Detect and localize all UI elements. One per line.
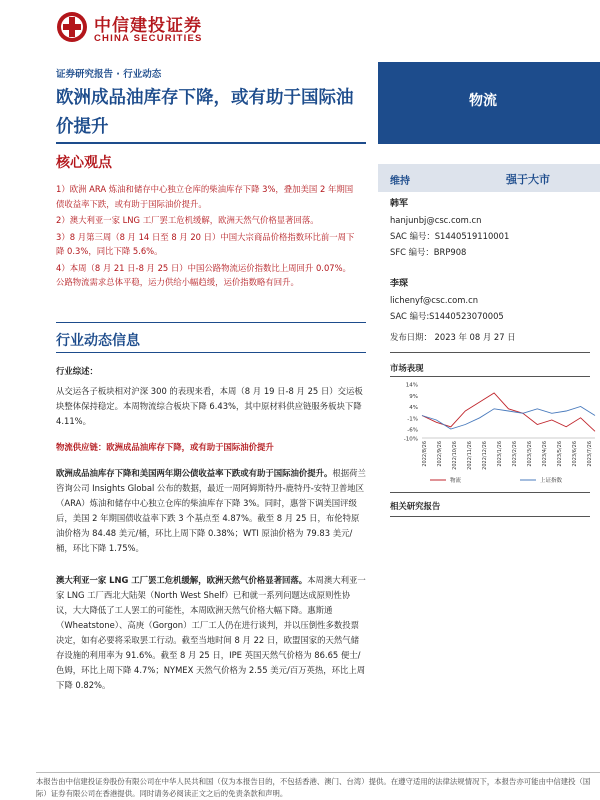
x-tick-label: 2022/11/26 (467, 441, 473, 470)
analyst-name: 韩军 (390, 199, 409, 209)
section-divider (56, 322, 366, 323)
x-tick-label: 2023/4/26 (542, 441, 548, 467)
title-divider (56, 142, 366, 144)
legend-label: 物流 (450, 478, 462, 484)
x-tick-label: 2023/6/26 (572, 441, 578, 467)
x-tick-label: 2023/2/26 (512, 441, 518, 467)
publish-date: 发布日期： 2023 年 08 月 27 日 (390, 332, 516, 342)
sector-name: 物流 (469, 93, 497, 109)
market-chart-heading: 市场表现 (390, 363, 424, 373)
key-point-4: 4）本周（8 月 21 日-8 月 25 日）中国公路物流运价指数比上周回升 0.07%。公路物流需求总体平稳，运力供给小幅趋缓，运价指数略有回升。 (56, 262, 351, 287)
x-tick-label: 2022/9/26 (437, 441, 443, 467)
footer-divider (36, 772, 600, 773)
x-tick-label: 2022/8/26 (422, 441, 428, 467)
rating-level: 强于大市 (506, 173, 550, 186)
supply-chain-subheading: 物流供应链：欧洲成品油库存下降，或有助于国际油价提升 (56, 442, 274, 452)
y-tick-label: 14% (405, 382, 418, 389)
paragraph-gas (56, 573, 366, 693)
paragraph-oil-lead: 欧洲成品油库存下降和美国两年期公债收益率下跌或有助于国际油价提升。 (56, 468, 333, 478)
chart-top-rule (390, 376, 590, 377)
series-line-logistics (422, 393, 595, 431)
legend-label: 上证指数 (540, 478, 563, 484)
section-divider (56, 352, 366, 353)
paragraph-oil-body: 根据荷兰咨询公司 Insights Global 公布的数据，最近一周阿姆斯特丹-鹿特丹-安特卫普地区（ARA）炼油和储存中心独立仓库的柴油库存下降 3%。同时，惠誉下调美国评级后，美国 2 年期国债收益率下跌 3 个基点至 4.87%。截至 8 月 25 日，布伦特原油价格为 84.48 美元/桶，环比上周下降 0.38%；WTI 原油价格为 79.83 美元/桶，环比下降 1.75%。 (56, 468, 366, 553)
report-type: 证券研究报告 · 行业动态 (56, 69, 162, 80)
analyst-name: 李琛 (390, 279, 409, 289)
research-rule (390, 516, 590, 517)
logo-en-text: CHINA SECURITIES (94, 33, 203, 44)
analyst-sfc: SFC 编号：BRP908 (390, 247, 467, 257)
paragraph-gas-body: 本周澳大利亚一家 LNG 工厂西北大陆架（North West Shelf）已和就一系列问题达成原则性协议，大大降低了工人罢工的可能性，本周欧洲天然气价格大幅下降。惠斯通（Wheatstone）、高庚（Gorgon）工厂工人仍在进行谈判，并以压倒性多数投票决定，如有必要将采取罢工行动。截至当地时间 8 月 22 日，欧盟国家的天然气储存设施的利用率为 91.6%。截至 8 月 25 日，IPE 英国天然气价格为 86.65 便士/色姆，环比上周下降 4.7%；NYMEX 天然气价格为 2.55 美元/百万英热，环比上周下降 0.82%。 (56, 575, 366, 690)
csc-logo-icon (56, 11, 88, 43)
overview-text: 从交运各子板块相对沪深 300 的表现来看，本周（8 月 19 日-8 月 25 日）交运板块整体保持稳定。本周物流综合板块下降 6.43%，其中原材料供应链服务板块下降 4.11%。 (56, 386, 363, 426)
disclaimer-text: 本报告由中信建投证券股份有限公司在中华人民共和国（仅为本报告目的，不包括香港、澳门、台湾）提供。在遵守适用的法律法规情况下，本报告亦可能由中信建投（国际）证券有限公司在香港提供。同时请务必阅读正文之后的免责条款和声明。 (36, 777, 591, 798)
industry-heading: 行业动态信息 (56, 333, 140, 349)
chart-bottom-rule (390, 492, 590, 493)
y-tick-label: -6% (407, 427, 418, 434)
overview-label: 行业综述： (56, 366, 98, 376)
side-divider (390, 352, 590, 353)
y-tick-label: 9% (409, 393, 418, 400)
x-tick-label: 2022/10/26 (452, 441, 458, 470)
x-tick-label: 2023/3/26 (527, 441, 533, 467)
x-tick-label: 2023/5/26 (557, 441, 563, 467)
x-tick-label: 2023/7/26 (587, 441, 593, 467)
key-point-2: 2）澳大利亚一家 LNG 工厂罢工危机缓解，欧洲天然气价格显著回落。 (56, 215, 319, 225)
key-point-1: 1）欧洲 ARA 炼油和储存中心独立仓库的柴油库存下降 3%，叠加美国 2 年期国债收益率下跌，或有助于国际油价提升。 (56, 184, 354, 209)
analyst-sac: SAC 编号:S1440523070005 (390, 311, 504, 321)
rating-maintain: 维持 (390, 176, 410, 187)
analyst-email: hanjunbj@csc.com.cn (390, 215, 482, 225)
paragraph-oil (56, 466, 366, 556)
key-point-3: 3）8 月第三周（8 月 14 日至 8 月 20 日）中国大宗商品价格指数环比前一周下降 0.3%，同比下降 5.6%。 (56, 231, 355, 256)
company-logo (56, 10, 256, 46)
analyst-email: lichenyf@csc.com.cn (390, 295, 479, 305)
rating-bar (378, 164, 600, 192)
analyst-sac: SAC 编号：S1440519110001 (390, 231, 510, 241)
analyst-card (390, 276, 504, 324)
related-research-heading: 相关研究报告 (390, 501, 441, 511)
analyst-card (390, 196, 509, 260)
market-performance-chart (390, 378, 600, 490)
y-tick-label: -10% (403, 436, 418, 443)
key-points-list (56, 182, 356, 292)
sector-banner (378, 62, 600, 144)
y-tick-label: 4% (409, 405, 418, 411)
x-tick-label: 2023/1/26 (497, 441, 503, 467)
logo-cn-text: 中信建投证券 (94, 16, 202, 36)
report-title: 欧洲成品油库存下降，或有助于国际油价提升 (56, 88, 354, 137)
paragraph-gas-lead: 澳大利亚一家 LNG 工厂罢工危机缓解，欧洲天然气价格显著回落。 (56, 575, 308, 585)
x-tick-label: 2022/12/26 (482, 441, 488, 470)
key-points-heading: 核心观点 (56, 155, 112, 171)
y-tick-label: -1% (407, 416, 418, 423)
